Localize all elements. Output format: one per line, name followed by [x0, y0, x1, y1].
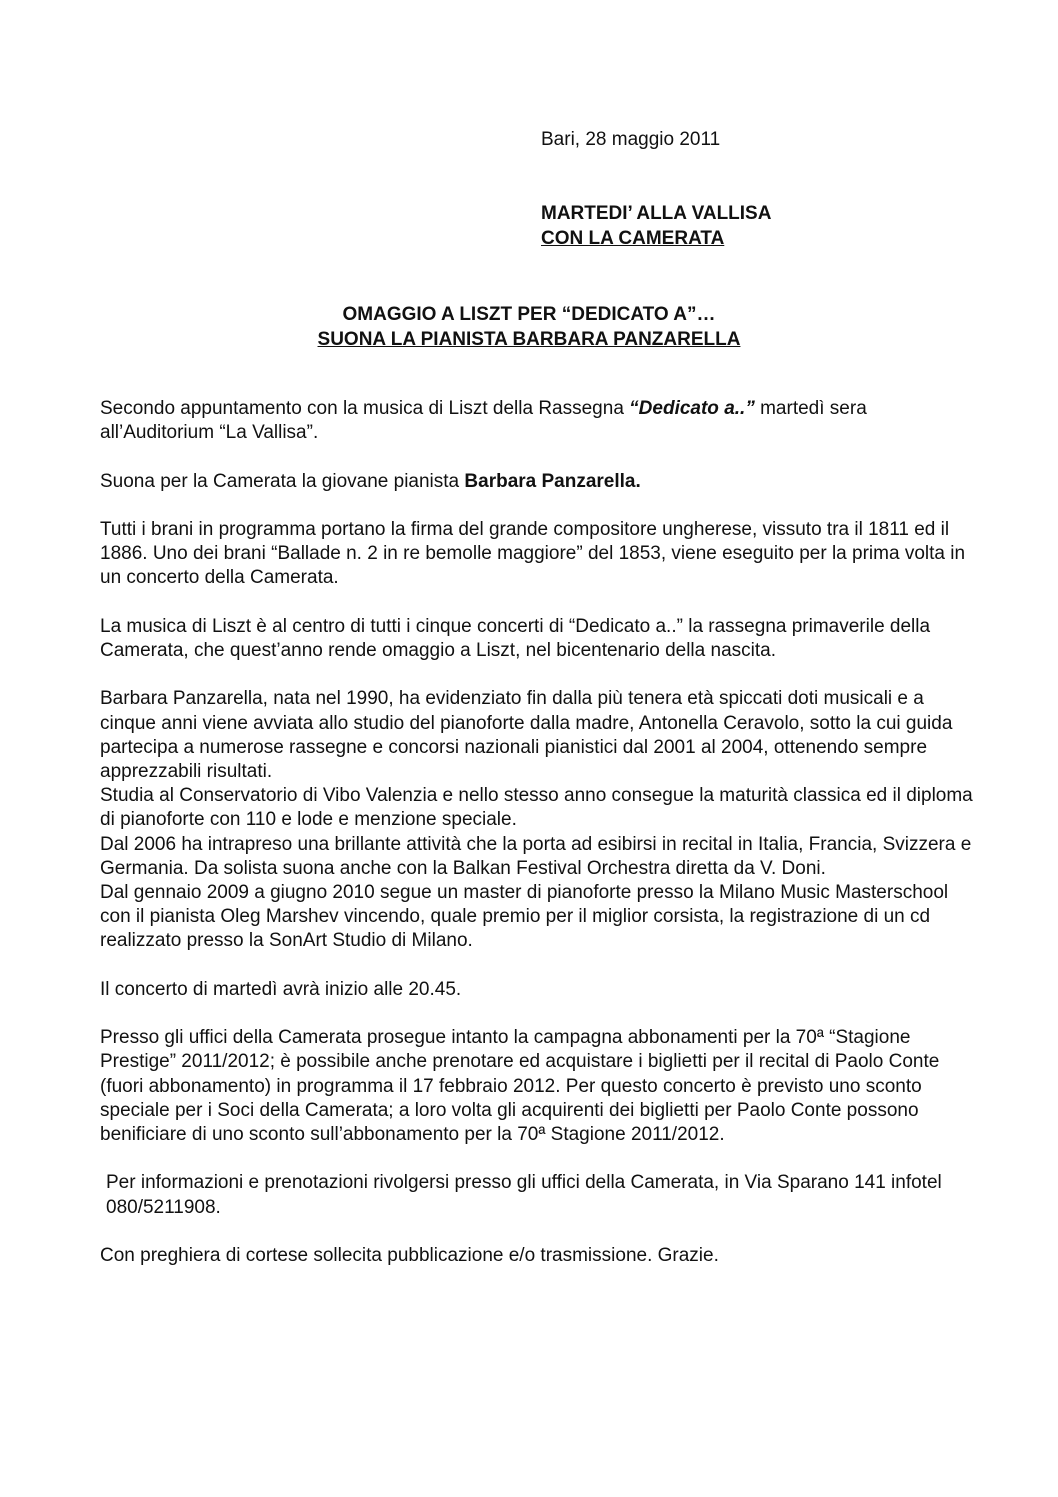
document-title — [100, 302, 958, 352]
paragraph-info: Per informazioni e prenotazioni rivolgersi presso gli uffici della Camerata, in Via Sparano 141 infotel 080/5211908. — [106, 1172, 942, 1218]
paragraph-intro-text: Secondo appuntamento con la musica di Liszt della Rassegna — [100, 398, 630, 419]
paragraph-start-time: Il concerto di martedì avrà inizio alle 20.45. — [100, 978, 462, 1000]
section-heading — [541, 201, 771, 251]
paragraph-pianist — [100, 470, 980, 494]
paragraph-studies: Studia al Conservatorio di Vibo Valenzia e nello stesso anno consegue la maturità classica ed il diploma di pianoforte con 110 e lode e menzione speciale. — [100, 785, 973, 831]
paragraph-subscriptions: Presso gli uffici della Camerata prosegue intanto la campagna abbonamenti per la 70ª “Stagione Prestige” 2011/2012; è possibile anche prenotare ed acquistare i biglietti per il recital di Paolo Conte (fuori abbonamento) in programma il 17 febbraio 2012. Per questo concerto è previsto uno sconto speciale per i Soci della Camerata; a loro volta gli acquirenti dei biglietti per Paolo Conte possono benificiare di uno sconto sull’abbonamento per la 70ª Stagione 2011/2012. — [100, 1027, 940, 1145]
section-heading-line1: MARTEDI’ ALLA VALLISA — [541, 203, 772, 224]
paragraph-biography: Barbara Panzarella, nata nel 1990, ha evidenziato fin dalla più tenera età spiccati doti musicali e a cinque anni viene avviata allo studio del pianoforte dalla madre, Antonella Ceravolo, sotto la cui guida partecipa a numerose rassegne e concorsi nazionali pianistici dal 2001 al 2004, ottenendo sempre apprezzabili risultati. — [100, 688, 953, 782]
paragraph-pianist-text: Suona per la Camerata la giovane pianista — [100, 470, 465, 492]
paragraph-master: Dal gennaio 2009 a giugno 2010 segue un master di pianoforte presso la Milano Music Masterschool con il pianista Oleg Marshev vincendo, quale premio per il miglior corsista, la registrazione di un cd realizzato presso la SonArt Studio di Milano. — [100, 882, 949, 952]
paragraph-intro-text-end: martedì sera all’Auditorium “La Vallisa”. — [100, 398, 867, 444]
paragraph-career: Dal 2006 ha intrapreso una brillante attività che la porta ad esibirsi in recital in Italia, Francia, Svizzera e Germania. Da solista suona anche con la Balkan Festival Orchestra diretta da V. Doni. — [100, 833, 972, 879]
section-heading-line2: CON LA CAMERATA — [541, 228, 725, 249]
document-body — [100, 397, 980, 1292]
series-name: “Dedicato a..” — [629, 398, 755, 419]
title-line2: SUONA LA PIANISTA BARBARA PANZARELLA — [317, 329, 741, 350]
date-line: Bari, 28 maggio 2011 — [541, 129, 721, 150]
paragraph-series: La musica di Liszt è al centro di tutti i cinque concerti di “Dedicato a..” la rassegna primaverile della Camerata, che quest’anno rende omaggio a Liszt, nel bicentenario della nascita. — [100, 615, 931, 661]
paragraph-intro — [100, 397, 980, 445]
pianist-name: Barbara Panzarella. — [464, 470, 641, 492]
paragraph-closing: Con preghiera di cortese sollecita pubblicazione e/o trasmissione. Grazie. — [100, 1244, 719, 1266]
title-line1: OMAGGIO A LISZT PER “DEDICATO A”… — [342, 304, 716, 325]
paragraph-program: Tutti i brani in programma portano la firma del grande compositore ungherese, vissuto tra il 1811 ed il 1886. Uno dei brani “Ballade n. 2 in re bemolle maggiore” del 1853, viene eseguito per la prima volta in un concerto della Camerata. — [100, 518, 966, 589]
